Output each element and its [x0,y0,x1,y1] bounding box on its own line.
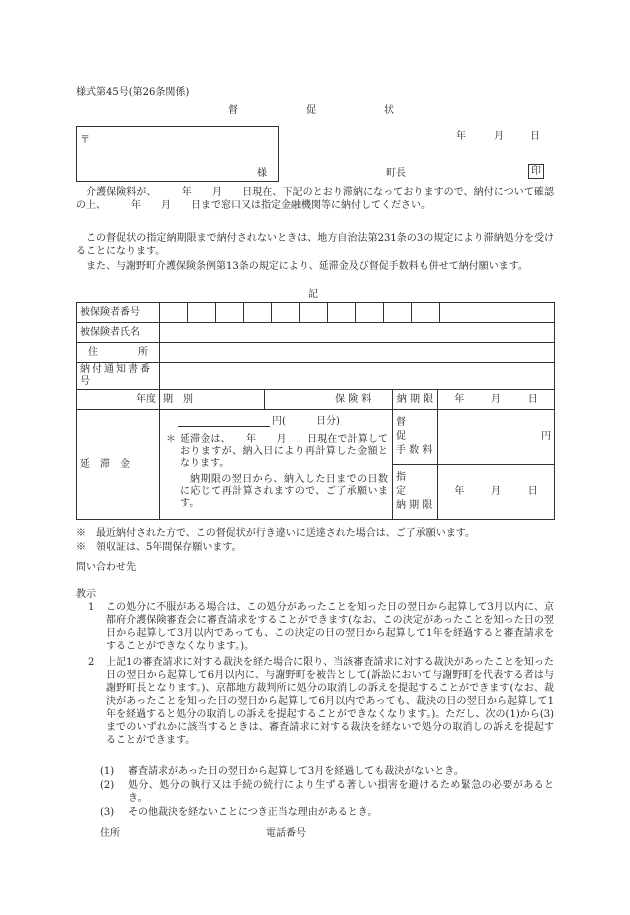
insured-number-label: 被保険者番号 [77,303,160,323]
id-digit-cell [216,303,244,322]
due-month: 月 [491,393,502,405]
designated-due-label: 指 定 納 期 限 [393,465,438,520]
title-char-2: 促 [306,105,316,116]
due-year: 年 [454,393,465,405]
kyoji-item-2-number: 2 [88,657,95,668]
mayor-label: 町長 [386,168,406,179]
id-digit-cell [328,303,356,322]
form-number: 様式第45号(第26条関係) [76,87,190,98]
kyoji-item-1: この処分に不服がある場合は、この処分があったことを知った日の翌日から起算して3月以内に、京都府介護保険審査会に審査請求をすることができます(なお、この決定があったことを知った日の翌日から起算して3月以内であっても、この決定の日の翌日から起算して1年を経過すると審査請求をすることができなくなります。)。 [106,602,554,652]
penalty-detail [160,412,394,520]
due-date-label: 納 期 限 [393,390,438,410]
id-digit-cell [412,303,440,322]
kyoji-sub-3: その他裁決を経ないことにつき正当な理由があるとき。 [128,807,378,818]
id-digit-cell [160,303,188,322]
designated-year: 年 [454,486,465,497]
id-digit-cell [272,303,300,322]
insured-name-label: 被保険者氏名 [77,323,160,343]
id-digit-cell [356,303,384,322]
note-2: ※ 領収証は、5年間保存願います。 [76,542,242,553]
kyoji-sub-1: 審査請求があった日の翌日から起算して3月を経過しても裁決がないとき。 [128,766,464,777]
notice-number-value [160,363,555,390]
seal-mark: 印 [528,164,544,179]
star-mark: ＊ [166,434,176,445]
id-digit-cell [384,303,412,322]
designated-month: 月 [491,486,502,497]
address-label-char-1: 住 [88,346,98,358]
inquiry-label: 問い合わせ先 [76,562,136,573]
address-box [76,126,279,182]
paragraph-1: 介護保険料が、 年 月 日現在、下記のとおり滞納になっておりますので、納付について確認の上、 年 月 日まで窓口又は指定金融機関等に納付してください。 [76,187,554,211]
kyoji-sub-2: 処分、処分の執行又は手続の続行により生ずる著しい損害を避けるため緊急の必要があるとき。 [128,780,554,804]
insured-number-cells [160,303,555,323]
kyoji-sub-2-number: (2) [100,780,115,791]
footer-phone: 電話番号 [266,828,306,839]
address-value [160,343,555,363]
designated-day: 日 [527,486,538,497]
fee-value: 円 [438,410,555,465]
title-char-3: 状 [384,105,394,116]
due-day: 日 [527,393,538,405]
premium-label: 保 険 料 [315,390,393,410]
notice-number-label: 納付通知書番号 [77,363,160,390]
id-digit-cell [300,303,328,322]
insured-name-value [160,323,555,343]
footer-address: 住所 [100,828,120,839]
kyoji-item-2: 上記1の審査請求に対する裁決を経た場合に限り、当該審査請求に対する裁決があったことを知った日の翌日から起算して6月以内に、与謝野町を被告として(訴訟において与謝野町を代表する者は与謝野町長となります。)、京都地方裁判所に処分の取消しの訴えを提起することができます(なお、裁決があったことを知った日の翌日から起算して6月以内であっても、裁決の日の翌日から起算して1年を経過すると処分の取消しの訴えを提起することができなくなります。)。ただし、次の(1)から(3)までのいずれかに該当するときは、審査請求に対する裁決を経ないで処分の取消しの訴えを提起することができます。 [106,657,554,746]
ki-label: 記 [308,289,318,300]
fee-label: 督 促 手 数 料 [393,410,438,465]
period-label: 期 別 [160,390,265,410]
address-label-char-2: 所 [138,346,148,358]
kyoji-sub-3-number: (3) [100,807,115,818]
fiscal-year-label: 年度 [77,390,160,410]
premium-spacer [265,390,315,410]
title-char-1: 督 [228,105,238,116]
postal-mark: 〒 [80,135,90,146]
id-digit-cell [188,303,216,322]
penalty-label: 延 滞 金 [77,410,160,520]
penalty-note-2: 納期限の翌日から、納入した日までの日数に応じて再計算されますので、ご了承願います。 [180,474,388,509]
address-label [77,343,160,363]
penalty-note-1: 延滞金は、 年 月 日現在で計算しておりますが、納入日により再計算した金額となります。 [180,434,388,469]
kyoji-sub-1-number: (1) [100,766,115,777]
note-1: ※ 最近納付された方で、この督促状が行き違いに送達された場合は、ご了承願います。 [76,528,475,539]
designated-due-value [438,465,555,520]
issue-date-year: 年 [456,131,466,142]
kyoji-title: 教示 [76,589,96,600]
paragraph-2: この督促状の指定納期限まで納付されないときは、地方自治法第231条の3の規定により滞納処分を受けることになります。 [76,233,554,257]
sama-honorific: 様 [257,168,267,179]
paragraph-3: また、与謝野町介護保険条例第13条の規定により、延滞金及び督促手数料も併せて納付願います。 [86,261,528,272]
id-digit-cell [244,303,272,322]
issue-date-day: 日 [530,131,540,142]
kyoji-item-1-number: 1 [88,602,95,613]
issue-date-month: 月 [494,131,504,142]
penalty-amount-line [178,415,270,427]
due-date-value [438,390,555,410]
penalty-yen: 円( [272,416,286,427]
penalty-days: 日分) [316,416,340,427]
